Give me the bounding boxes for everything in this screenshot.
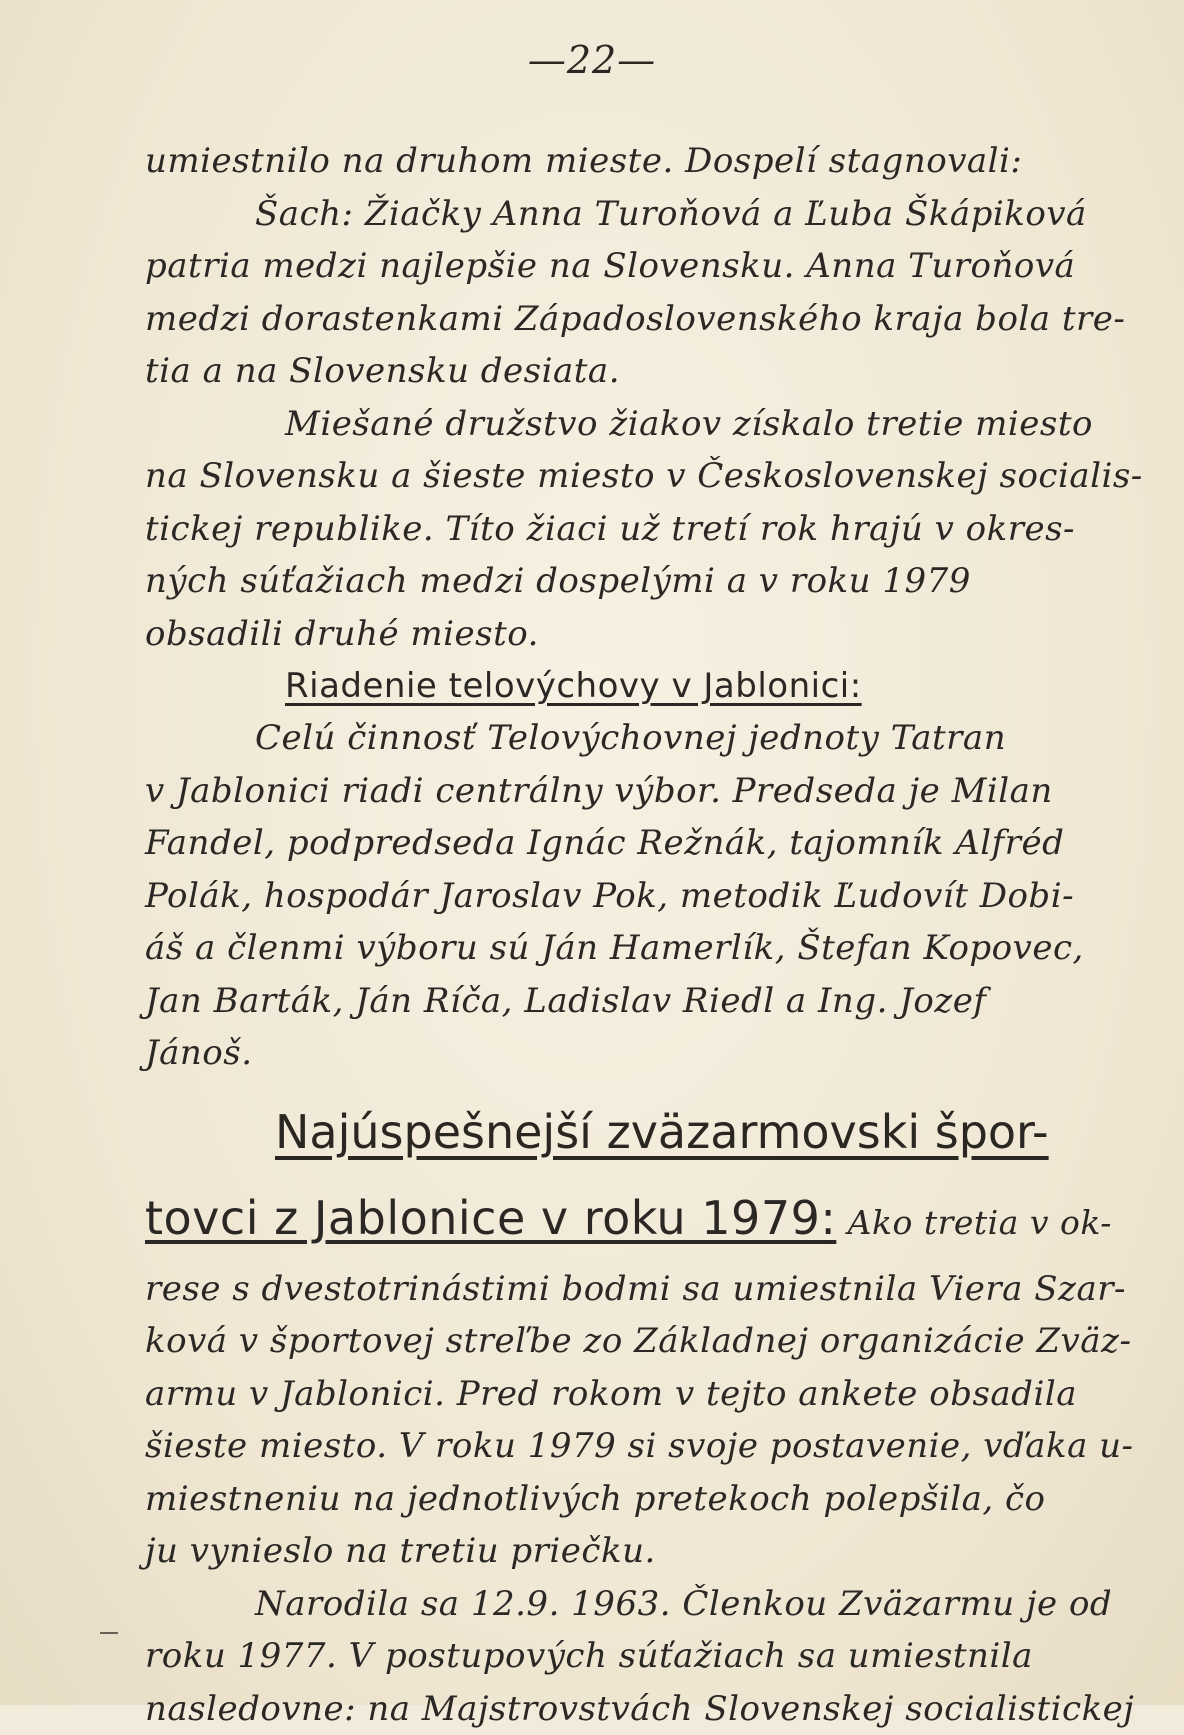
- section-heading-text: Riadenie telovýchovy v Jablonici:: [285, 666, 862, 706]
- main-heading-line-2-row: [145, 1178, 1075, 1263]
- text-line: Polák, hospodár Jaroslav Pok, metodik Ľudovít Dobi-: [145, 870, 1075, 923]
- text-line: Ako tretia v ok-: [848, 1203, 1112, 1242]
- pencil-mark: [100, 1632, 118, 1634]
- text-line: ných súťažiach medzi dospelými a v roku 1979: [145, 555, 1075, 608]
- text-line: šieste miesto. V roku 1979 si svoje postavenie, vďaka u-: [145, 1420, 1075, 1473]
- main-heading-line-2: tovci z Jablonice v roku 1979:: [145, 1191, 836, 1245]
- text-line: obsadili druhé miesto.: [145, 608, 1075, 661]
- text-line: rese s dvestotrinástimi bodmi sa umiestnila Viera Szar-: [145, 1263, 1075, 1316]
- section-heading-management: [145, 660, 1075, 712]
- handwritten-text-body: [145, 135, 1075, 1735]
- text-line: roku 1977. V postupových súťažiach sa umiestnila: [145, 1630, 1075, 1683]
- text-line-chess: Šach: Žiačky Anna Turoňová a Ľuba Škápiková: [145, 188, 1075, 241]
- text-line: nasledovne: na Majstrovstvách Slovenskej socialistickej: [145, 1683, 1075, 1735]
- text-line: Jánoš.: [145, 1027, 1075, 1080]
- text-line: Celú činnosť Telovýchovnej jednoty Tatran: [145, 712, 1075, 765]
- text-line: miestneniu na jednotlivých pretekoch polepšila, čo: [145, 1473, 1075, 1526]
- text-line: Narodila sa 12.9. 1963. Členkou Zväzarmu je od: [145, 1578, 1075, 1631]
- text-line: Jan Barták, Ján Ríča, Ladislav Riedl a Ing. Jozef: [145, 975, 1075, 1028]
- text-line: tickej republike. Títo žiaci už tretí rok hrajú v okres-: [145, 503, 1075, 556]
- text-line: medzi dorastenkami Západoslovenského kraja bola tre-: [145, 293, 1075, 346]
- text-line: Miešané družstvo žiakov získalo tretie miesto: [145, 398, 1075, 451]
- text-line: na Slovensku a šieste miesto v Československej socialis-: [145, 450, 1075, 503]
- text-line: tia a na Slovensku desiata.: [145, 345, 1075, 398]
- text-line: umiestnilo na druhom mieste. Dospelí stagnovali:: [145, 135, 1075, 188]
- text-line: ju vynieslo na tretiu priečku.: [145, 1525, 1075, 1578]
- text-line: patria medzi najlepšie na Slovensku. Anna Turoňová: [145, 240, 1075, 293]
- text-line: Fandel, podpredseda Ignác Režnák, tajomník Alfréd: [145, 817, 1075, 870]
- main-heading-line-1: Najúspešnejší zväzarmovski špor-: [145, 1086, 1075, 1178]
- text-line: armu v Jablonici. Pred rokom v tejto ankete obsadila: [145, 1368, 1075, 1421]
- text-line: áš a členmi výboru sú Ján Hamerlík, Štefan Kopovec,: [145, 922, 1075, 975]
- text-line: v Jablonici riadi centrálny výbor. Predseda je Milan: [145, 765, 1075, 818]
- text-line: ková v športovej streľbe zo Základnej organizácie Zväz-: [145, 1315, 1075, 1368]
- page-number: —22—: [0, 38, 1184, 82]
